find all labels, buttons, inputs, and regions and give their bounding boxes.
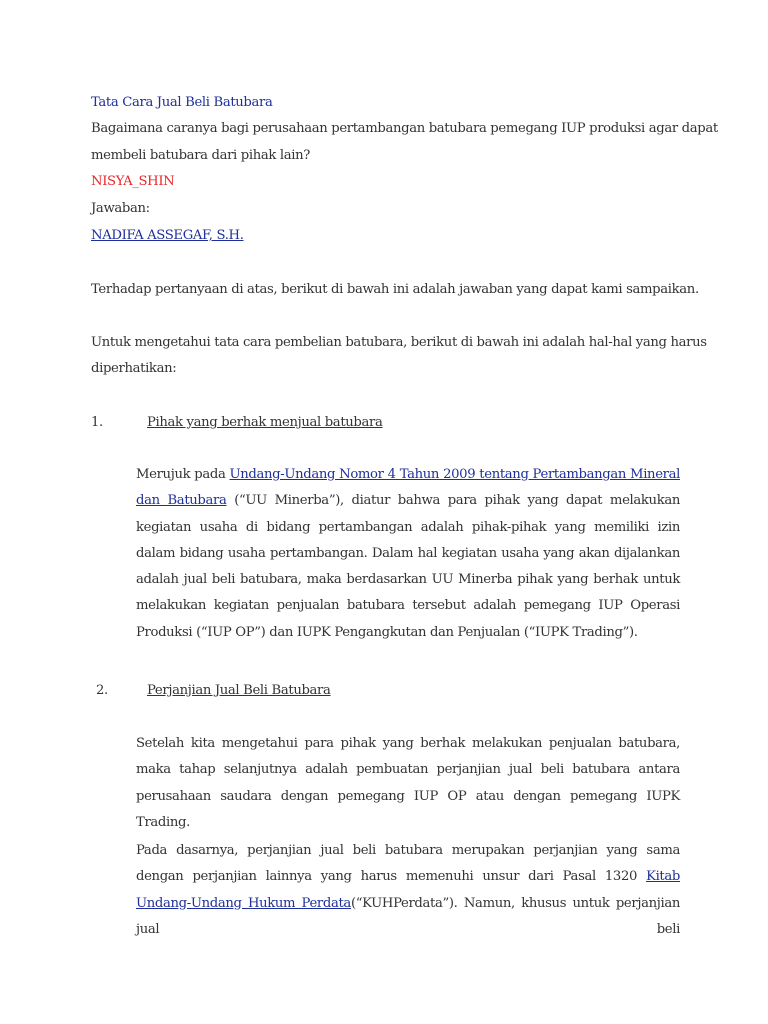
section-2-paragraph-2: [136, 838, 680, 943]
answer-label: Jawaban:: [91, 201, 150, 216]
section-1-paragraph: [136, 462, 680, 646]
section-2-paragraph-1: Setelah kita mengetahui para pihak yang berhak melakukan penjualan batubara, maka tahap selanjutnya adalah pembuatan perjanjian jual beli batubara antara perusahaan saudara dengan pemegang IUP OP atau dengan pemegang IUPK Trading.: [136, 736, 680, 830]
section-2-paragraph-2-prefix: Pada dasarnya, perjanjian jual beli batubara merupakan perjanjian yang sama dengan perjanjian lainnya yang harus memenuhi unsur dari Pasal 1320: [136, 843, 680, 885]
section-2-number: 2.: [96, 683, 108, 698]
intro-text: Terhadap pertanyaan di atas, berikut di bawah ini adalah jawaban yang dapat kami sampaikan.: [91, 282, 699, 297]
kuhperdata-link[interactable]: Kitab Undang-Undang Hukum Perdata: [136, 869, 680, 911]
lead-line-2: diperhatikan:: [91, 361, 177, 376]
section-2-heading: Perjanjian Jual Beli Batubara: [147, 683, 331, 698]
lead-line-1: Untuk mengetahui tata cara pembelian batubara, berikut di bawah ini adalah hal-hal yang harus: [91, 335, 707, 350]
answerer-link[interactable]: NADIFA ASSEGAF, S.H.: [91, 228, 244, 243]
section-2-paragraph-2-body: (“KUHPerdata”). Namun, khusus untuk perjanjian jual beli: [136, 895, 680, 937]
section-1-paragraph-body: (“UU Minerba”), diatur bahwa para pihak yang dapat melakukan kegiatan usaha di bidang pertambangan adalah pihak-pihak yang memiliki izin dalam bidang usaha pertambangan. Dalam hal kegiatan usaha yang akan dijalankan adalah jual beli batubara, maka berdasarkan UU Minerba pihak yang berhak untuk melakukan kegiatan penjualan batubara tersebut adalah pemegang IUP Operasi Produksi (“IUP OP”) dan IUPK Pengangkutan dan Penjualan (“IUPK Trading”).: [136, 493, 680, 640]
question-line-1: Bagaimana caranya bagi perusahaan pertambangan batubara pemegang IUP produksi agar dapat: [91, 121, 718, 136]
section-1-paragraph-prefix: Merujuk pada: [136, 467, 230, 482]
uu-minerba-link[interactable]: Undang-Undang Nomor 4 Tahun 2009 tentang Pertambangan Mineral dan Batubara: [136, 467, 680, 509]
section-1-heading: Pihak yang berhak menjual batubara: [147, 415, 383, 430]
asker-name: NISYA_SHIN: [91, 174, 175, 189]
section-1-number: 1.: [91, 415, 103, 430]
document-title: Tata Cara Jual Beli Batubara: [91, 95, 273, 110]
question-line-2: membeli batubara dari pihak lain?: [91, 148, 310, 163]
